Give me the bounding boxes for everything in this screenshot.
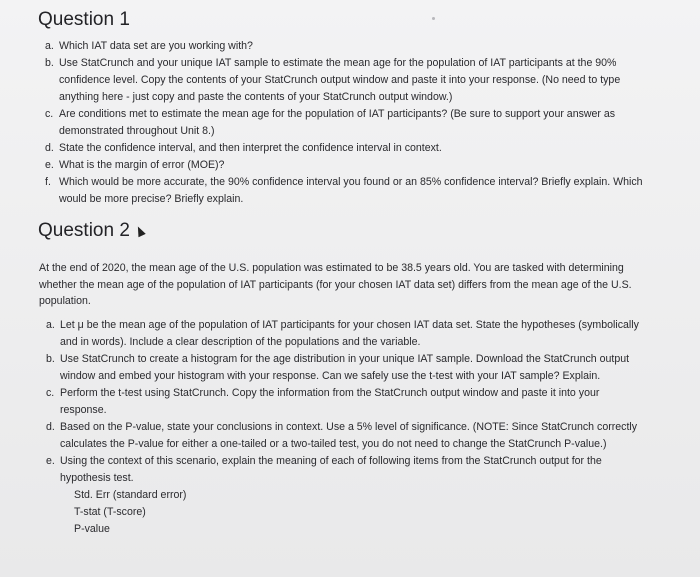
sub-item-p-value: P-value — [74, 523, 110, 535]
list-item — [46, 351, 648, 385]
item-text: Use StatCrunch and your unique IAT sample to estimate the mean age for the population of IAT participants at the 90% confidence level. Copy the contents of your StatCrunch output window and paste it into your response. (No need to type anything here - just copy and paste the contents of your StatCrunch output window.) — [59, 57, 621, 103]
item-label: c. — [45, 108, 54, 120]
item-label: a. — [46, 319, 55, 331]
item-label: d. — [45, 142, 54, 154]
question-2-intro: At the end of 2020, the mean age of the U.S. population was estimated to be 38.5 years old. You are tasked with determining whether the mean age of the population of IAT participants (for your chosen IAT data set) differs from the mean age of the U.S. population. — [39, 262, 632, 307]
item-label: e. — [46, 455, 55, 467]
decorative-dot — [432, 17, 435, 20]
question-2-list — [46, 317, 648, 538]
question-1-list — [45, 38, 655, 208]
item-text: Using the context of this scenario, explain the meaning of each of following items from the StatCrunch output for the hypothesis test. — [60, 455, 602, 484]
list-item — [45, 38, 655, 55]
list-item — [46, 419, 648, 453]
item-text: Which would be more accurate, the 90% confidence interval you found or an 85% confidence interval? Briefly explain. Which would be more precise? Briefly explain. — [59, 176, 643, 205]
item-text: Perform the t-test using StatCrunch. Copy the information from the StatCrunch output window and paste it into your response. — [60, 387, 600, 416]
list-item — [46, 317, 648, 351]
mouse-cursor-icon — [134, 225, 145, 237]
sub-item-std-err: Std. Err (standard error) — [74, 489, 187, 501]
item-label: a. — [45, 40, 54, 52]
question-2-heading — [38, 220, 144, 242]
list-item — [46, 385, 648, 419]
item-text: What is the margin of error (MOE)? — [59, 159, 225, 171]
item-text: Use StatCrunch to create a histogram for the age distribution in your unique IAT sample. Download the StatCrunch output window and embed your histogram with your response. Can we safely use the t-test with your IAT sample? Explain. — [60, 353, 630, 382]
item-text: Are conditions met to estimate the mean age for the population of IAT participants? (Be sure to support your answer as demonstrated throughout Unit 8.) — [59, 108, 616, 137]
item-label: c. — [46, 387, 55, 399]
list-item — [45, 55, 655, 106]
list-item — [45, 140, 655, 157]
item-label: b. — [46, 353, 55, 365]
list-item — [45, 157, 655, 174]
sub-item-t-stat: T-stat (T-score) — [74, 506, 146, 518]
item-label: d. — [46, 421, 55, 433]
item-label: b. — [45, 57, 54, 69]
item-text: Based on the P-value, state your conclusions in context. Use a 5% level of significance. (NOTE: Since StatCrunch correctly calculates the P-value for either a one-tailed or a two-tailed test, you do not need to change the StatCrunch P-value.) — [60, 421, 638, 450]
question-2-title: Question 2 — [38, 220, 130, 241]
item-label: f. — [45, 176, 51, 188]
list-item — [45, 106, 655, 140]
item-text: Let μ be the mean age of the population of IAT participants for your chosen IAT data set. State the hypotheses (symbolically and in words). Include a clear description of the populations and the variable. — [60, 319, 639, 348]
list-item — [45, 174, 655, 208]
item-text: State the confidence interval, and then interpret the confidence interval in context. — [59, 142, 442, 154]
item-text: Which IAT data set are you working with? — [59, 40, 253, 52]
item-label: e. — [45, 159, 54, 171]
question-1-title: Question 1 — [38, 9, 130, 30]
list-item — [46, 453, 648, 538]
